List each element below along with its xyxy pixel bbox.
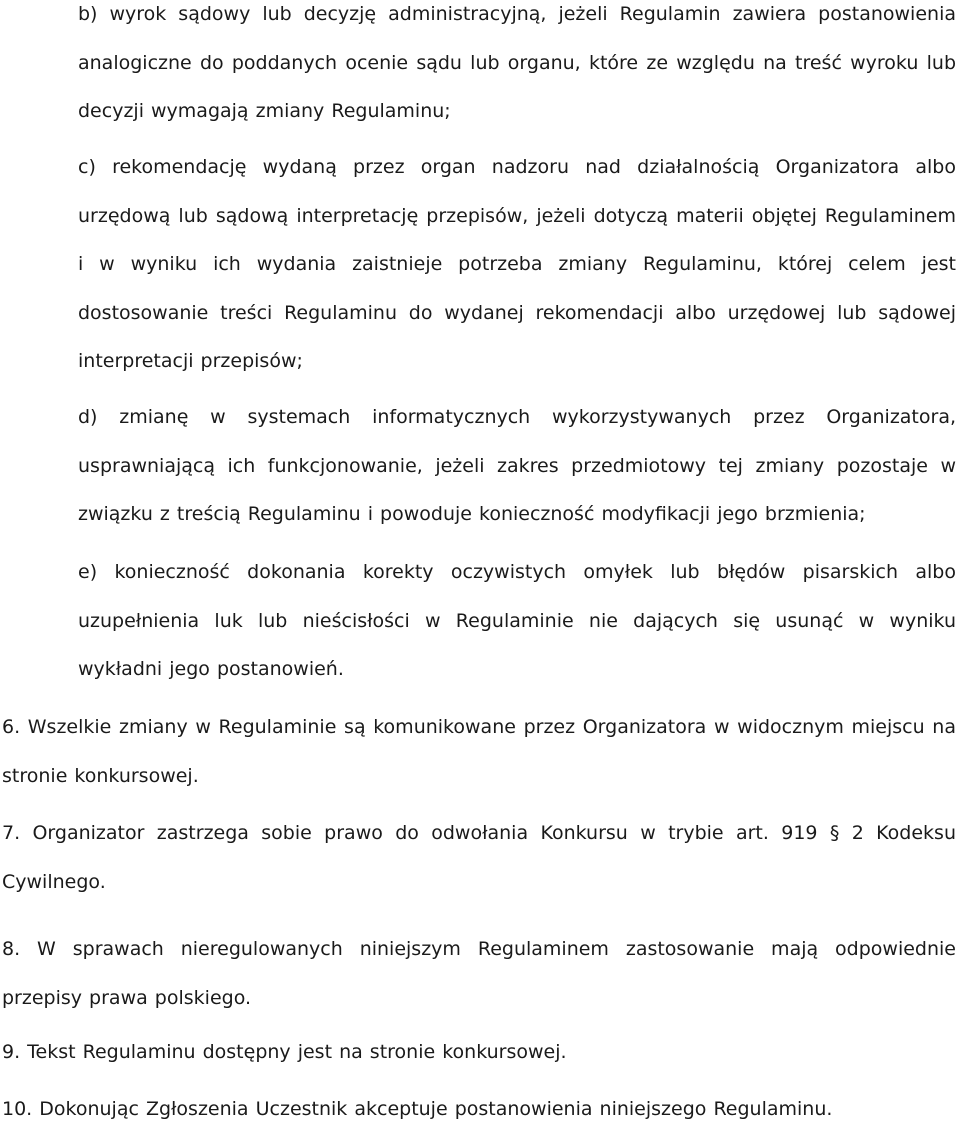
paragraph-7: 7. Organizator zastrzega sobie prawo do odwołania Konkursu w trybie art. 919 § 2 Kodeksu Cywilnego. xyxy=(2,822,956,893)
paragraph-b: b) wyrok sądowy lub decyzję administracyjną, jeżeli Regulamin zawiera postanowienia analogiczne do poddanych ocenie sądu lub organu, które ze względu na treść wyroku lub decyzji wymagają zmiany Regulaminu; xyxy=(78,3,956,122)
paragraph-c: c) rekomendację wydaną przez organ nadzoru nad działalnością Organizatora albo urzędową lub sądową interpretację przepisów, jeżeli dotyczą materii objętej Regulaminem i w wyniku ich wydania zaistnieje potrzeba zmiany Regulaminu, której celem jest dostosowanie treści Regulaminu do wydanej rekomendacji albo urzędowej lub sądowej interpretacji przepisów; xyxy=(78,156,956,372)
paragraph-d: d) zmianę w systemach informatycznych wykorzystywanych przez Organizatora, usprawniającą ich funkcjonowanie, jeżeli zakres przedmiotowy tej zmiany pozostaje w związku z treścią Regulaminu i powoduje konieczność modyfikacji jego brzmienia; xyxy=(78,406,956,525)
paragraph-9: 9. Tekst Regulaminu dostępny jest na stronie konkursowej. xyxy=(2,1041,567,1063)
paragraph-e: e) konieczność dokonania korekty oczywistych omyłek lub błędów pisarskich albo uzupełnienia luk lub nieścisłości w Regulaminie nie dających się usunąć w wyniku wykładni jego postanowień. xyxy=(78,561,956,680)
paragraph-10: 10. Dokonując Zgłoszenia Uczestnik akceptuje postanowienia niniejszego Regulaminu. xyxy=(2,1098,833,1120)
paragraph-6: 6. Wszelkie zmiany w Regulaminie są komunikowane przez Organizatora w widocznym miejscu na stronie konkursowej. xyxy=(2,716,956,787)
paragraph-8: 8. W sprawach nieregulowanych niniejszym Regulaminem zastosowanie mają odpowiednie przepisy prawa polskiego. xyxy=(2,938,956,1009)
